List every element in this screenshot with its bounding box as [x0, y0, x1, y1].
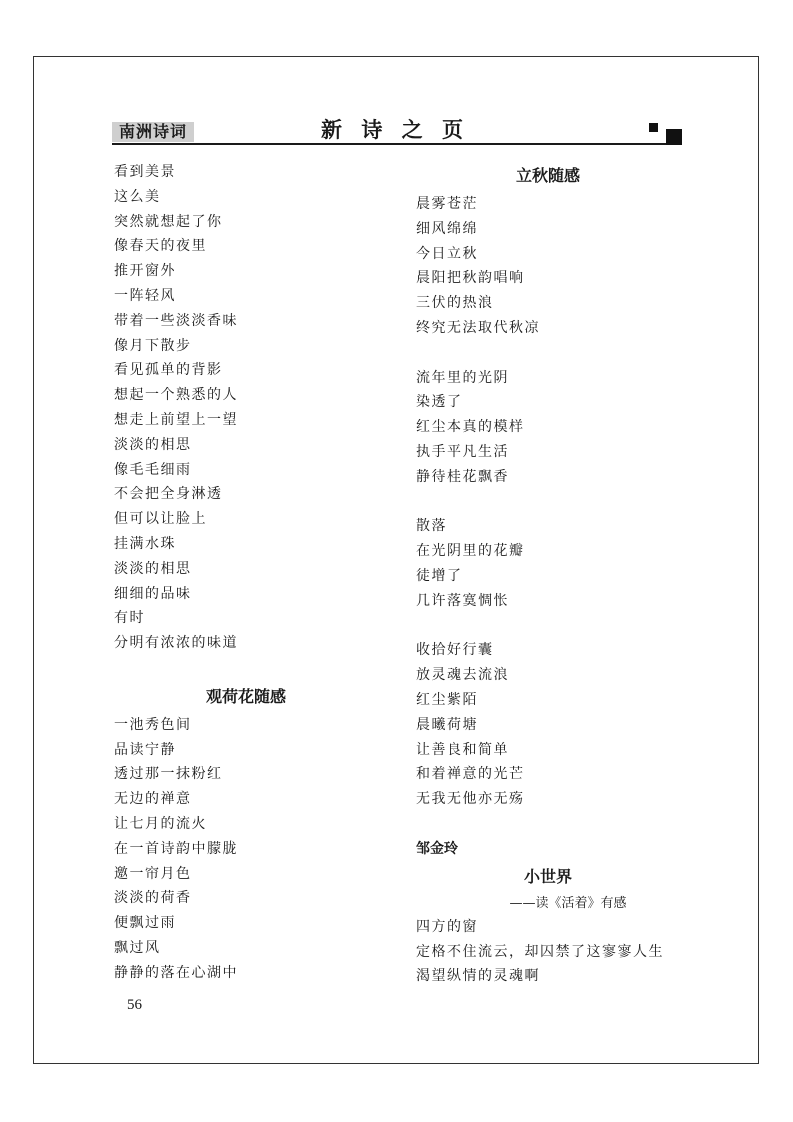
- poem-line: 终究无法取代秋凉: [416, 319, 540, 336]
- page-number: 56: [127, 997, 142, 1013]
- poem-line: 几许落寞惆怅: [416, 592, 509, 609]
- poem-line: 想走上前望上一望: [114, 411, 238, 428]
- poem-line: 看到美景: [114, 164, 176, 180]
- stanza-gap: [416, 341, 696, 366]
- poem-line: 推开窗外: [114, 263, 176, 280]
- poem-line: 这么美: [114, 188, 161, 205]
- poem-2-title: 观荷花随感: [205, 686, 286, 706]
- poem-line: 在一首诗韵中朦胧: [114, 840, 238, 857]
- poem-line: 静静的落在心湖中: [114, 964, 238, 981]
- poem-line: 飘过风: [114, 939, 161, 956]
- poem-line: 淡淡的相思: [114, 560, 192, 577]
- poem-line: 静待桂花飘香: [416, 468, 509, 485]
- stanza-gap: [416, 490, 696, 515]
- poem-line: 无我无他亦无殇: [416, 791, 525, 808]
- poem-line: 无边的禅意: [114, 791, 192, 808]
- poem-line: 收拾好行囊: [416, 642, 494, 659]
- poem-line: 突然就想起了你: [114, 213, 223, 230]
- poem-line: 今日立秋: [416, 245, 478, 262]
- poem-line: 红尘紫陌: [416, 691, 478, 708]
- left-column: [114, 160, 394, 986]
- poem-4-subtitle: ——读《活着》有感: [509, 895, 627, 911]
- poem-line: 红尘本真的模样: [416, 419, 525, 436]
- right-column: [416, 160, 696, 989]
- poem-line: 细风绵绵: [416, 220, 478, 237]
- decorative-square-large: [666, 129, 682, 145]
- poem-line: 执手平凡生活: [416, 443, 509, 460]
- poem-line: 在光阴里的花瓣: [416, 543, 525, 560]
- poem-line: 晨阳把秋韵唱响: [416, 270, 525, 287]
- poem-line: 细细的品味: [114, 585, 192, 602]
- poem-line: 像春天的夜里: [114, 238, 207, 255]
- poem-2: [114, 713, 394, 986]
- poem-3-stanza-3: [416, 514, 696, 613]
- poem-line: 便飘过雨: [114, 915, 176, 932]
- poem-line: 散落: [416, 518, 447, 535]
- poem-line: 徒增了: [416, 567, 463, 584]
- poem-line: 放灵魂去流浪: [416, 667, 509, 684]
- poem-3-stanza-4: [416, 638, 696, 812]
- page-title: 新 诗 之 页: [321, 118, 469, 142]
- poem-line: 一池秀色间: [114, 716, 192, 733]
- poem-line: 但可以让脸上: [114, 511, 207, 528]
- poem-line: 透过那一抹粉红: [114, 766, 223, 783]
- poem-line: 晨雾苍茫: [416, 196, 478, 212]
- section-label: 南洲诗词: [112, 122, 194, 142]
- poem-line: 一阵轻风: [114, 287, 176, 304]
- poem-line: 挂满水珠: [114, 535, 176, 552]
- poem-line: 和着禅意的光芒: [416, 766, 525, 783]
- poem-line: 品读宁静: [114, 741, 176, 758]
- poem-line: 分明有浓浓的味道: [114, 635, 238, 652]
- poem-line: 染透了: [416, 394, 463, 411]
- poem-line: 三伏的热浪: [416, 295, 494, 312]
- author-name: 邹金玲: [416, 840, 458, 857]
- poem-line: 渴望纵情的灵魂啊: [416, 968, 540, 985]
- poem-line: 邀一帘月色: [114, 865, 192, 882]
- poem-4-title: 小世界: [523, 866, 572, 886]
- poem-line: 四方的窗: [416, 918, 478, 935]
- poem-line: 看见孤单的背影: [114, 362, 223, 379]
- poem-3-stanza-2: [416, 366, 696, 490]
- poem-line: 淡淡的荷香: [114, 890, 192, 907]
- poem-line: 晨曦荷塘: [416, 716, 478, 733]
- stanza-gap: [416, 812, 696, 837]
- poem-3-title: 立秋随感: [515, 166, 580, 185]
- poem-3-stanza-1: [416, 192, 696, 341]
- header-rule: [112, 143, 682, 145]
- poem-line: 让善良和简单: [416, 741, 509, 758]
- poem-line: 让七月的流火: [114, 815, 207, 832]
- poem-line: 带着一些淡淡香味: [114, 312, 238, 329]
- poem-line: 不会把全身淋透: [114, 486, 223, 503]
- poem-line: 淡淡的相思: [114, 436, 192, 453]
- poem-line: 想起一个熟悉的人: [114, 387, 238, 404]
- poem-line: 像毛毛细雨: [114, 461, 192, 478]
- poem-line: 像月下散步: [114, 337, 192, 354]
- stanza-gap: [114, 656, 394, 681]
- poem-4: [416, 915, 696, 989]
- decorative-square-small: [649, 123, 658, 132]
- stanza-gap: [416, 614, 696, 639]
- poem-line: 有时: [114, 610, 145, 627]
- poem-1: [114, 160, 394, 656]
- poem-line: 流年里的光阴: [416, 369, 509, 386]
- poem-line: 定格不住流云，却囚禁了这寥寥人生: [416, 943, 664, 960]
